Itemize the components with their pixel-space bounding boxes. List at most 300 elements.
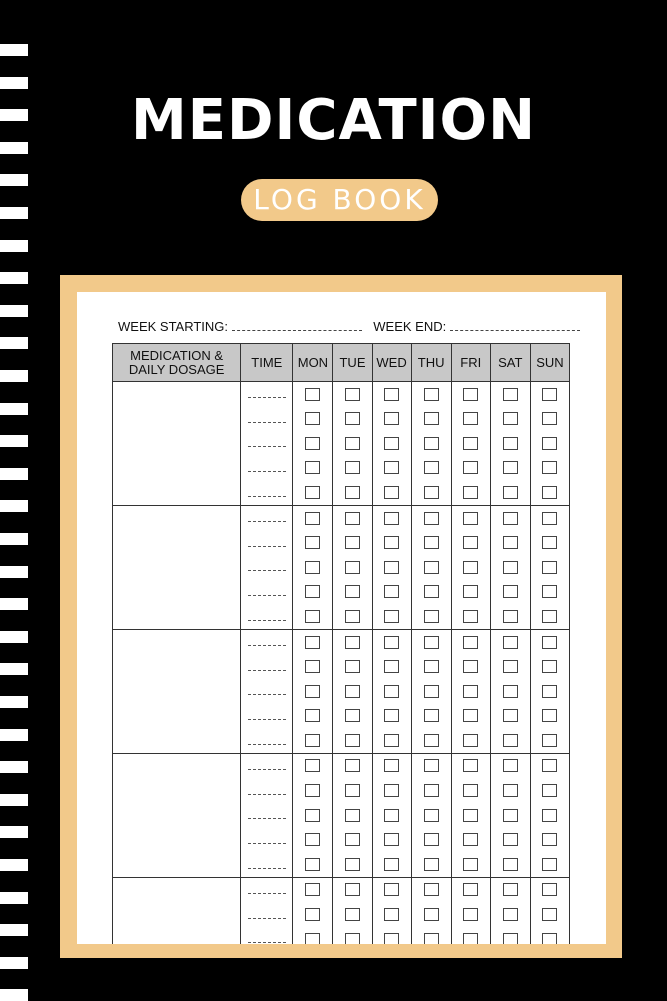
day-cell-mon	[293, 407, 333, 432]
cover-title: MEDICATION	[131, 88, 536, 153]
medication-dosage-cell[interactable]	[113, 629, 241, 753]
dose-checkbox[interactable]	[463, 561, 478, 574]
day-cell-wed	[372, 580, 411, 605]
week-end-field[interactable]	[450, 319, 580, 331]
day-cell-sun	[530, 580, 569, 605]
day-cell-tue	[333, 505, 372, 530]
day-cell-sun	[530, 728, 569, 753]
day-cell-wed	[372, 407, 411, 432]
dose-checkbox[interactable]	[503, 610, 518, 623]
dose-checkbox[interactable]	[542, 561, 557, 574]
day-cell-sat	[490, 803, 530, 828]
day-cell-mon	[293, 902, 333, 927]
dose-checkbox[interactable]	[305, 610, 320, 623]
dose-checkbox[interactable]	[424, 660, 439, 673]
dose-checkbox[interactable]	[503, 883, 518, 896]
day-cell-sat	[490, 655, 530, 680]
time-cell[interactable]	[241, 655, 293, 680]
time-cell[interactable]	[241, 505, 293, 530]
dose-checkbox[interactable]	[345, 388, 360, 401]
dose-checkbox[interactable]	[384, 636, 399, 649]
dose-checkbox[interactable]	[384, 685, 399, 698]
dose-checkbox[interactable]	[463, 512, 478, 525]
dose-checkbox[interactable]	[542, 585, 557, 598]
day-cell-thu	[411, 431, 451, 456]
dose-checkbox[interactable]	[463, 486, 478, 499]
dose-checkbox[interactable]	[424, 908, 439, 921]
day-cell-wed	[372, 655, 411, 680]
day-cell-mon	[293, 629, 333, 654]
dose-checkbox[interactable]	[305, 833, 320, 846]
dose-checkbox[interactable]	[542, 933, 557, 944]
dose-checkbox[interactable]	[503, 734, 518, 747]
dose-checkbox[interactable]	[384, 561, 399, 574]
time-cell[interactable]	[241, 431, 293, 456]
day-cell-mon	[293, 803, 333, 828]
dose-checkbox[interactable]	[305, 412, 320, 425]
dose-checkbox[interactable]	[542, 512, 557, 525]
dose-checkbox[interactable]	[424, 536, 439, 549]
dose-checkbox[interactable]	[345, 412, 360, 425]
day-cell-tue	[333, 480, 372, 505]
day-cell-wed	[372, 779, 411, 804]
dose-checkbox[interactable]	[463, 734, 478, 747]
header-mon: MON	[293, 344, 333, 382]
dose-checkbox[interactable]	[463, 809, 478, 822]
time-cell[interactable]	[241, 927, 293, 944]
day-cell-fri	[451, 580, 490, 605]
dose-checkbox[interactable]	[542, 784, 557, 797]
dose-checkbox[interactable]	[463, 437, 478, 450]
day-cell-fri	[451, 779, 490, 804]
dose-checkbox[interactable]	[384, 833, 399, 846]
day-cell-mon	[293, 828, 333, 853]
dose-checkbox[interactable]	[345, 784, 360, 797]
dose-checkbox[interactable]	[384, 709, 399, 722]
dose-checkbox[interactable]	[305, 734, 320, 747]
time-cell[interactable]	[241, 779, 293, 804]
spiral-ring	[0, 761, 28, 773]
dose-checkbox[interactable]	[503, 809, 518, 822]
table-row	[113, 629, 570, 654]
dose-checkbox[interactable]	[305, 561, 320, 574]
dose-checkbox[interactable]	[384, 784, 399, 797]
dose-checkbox[interactable]	[345, 858, 360, 871]
dose-checkbox[interactable]	[542, 809, 557, 822]
day-cell-sat	[490, 679, 530, 704]
time-cell[interactable]	[241, 753, 293, 778]
dose-checkbox[interactable]	[542, 709, 557, 722]
time-cell[interactable]	[241, 604, 293, 629]
dose-checkbox[interactable]	[503, 561, 518, 574]
dose-checkbox[interactable]	[384, 809, 399, 822]
dose-checkbox[interactable]	[463, 685, 478, 698]
dose-checkbox[interactable]	[463, 784, 478, 797]
dose-checkbox[interactable]	[305, 536, 320, 549]
dose-checkbox[interactable]	[542, 536, 557, 549]
dose-checkbox[interactable]	[542, 636, 557, 649]
dose-checkbox[interactable]	[305, 759, 320, 772]
dose-checkbox[interactable]	[542, 759, 557, 772]
dose-checkbox[interactable]	[424, 933, 439, 944]
spiral-ring	[0, 957, 28, 969]
day-cell-sun	[530, 629, 569, 654]
dose-checkbox[interactable]	[424, 858, 439, 871]
dose-checkbox[interactable]	[503, 437, 518, 450]
dose-checkbox[interactable]	[345, 585, 360, 598]
day-cell-thu	[411, 505, 451, 530]
day-cell-fri	[451, 753, 490, 778]
day-cell-sun	[530, 505, 569, 530]
dose-checkbox[interactable]	[503, 486, 518, 499]
time-cell[interactable]	[241, 382, 293, 407]
day-cell-fri	[451, 852, 490, 877]
dose-checkbox[interactable]	[345, 660, 360, 673]
dose-checkbox[interactable]	[345, 486, 360, 499]
dose-checkbox[interactable]	[542, 461, 557, 474]
dose-checkbox[interactable]	[305, 512, 320, 525]
day-cell-fri	[451, 704, 490, 729]
time-cell[interactable]	[241, 679, 293, 704]
dose-checkbox[interactable]	[305, 883, 320, 896]
dose-checkbox[interactable]	[424, 883, 439, 896]
day-cell-sat	[490, 704, 530, 729]
dose-checkbox[interactable]	[463, 412, 478, 425]
dose-checkbox[interactable]	[384, 883, 399, 896]
dose-checkbox[interactable]	[384, 759, 399, 772]
dose-checkbox[interactable]	[424, 561, 439, 574]
day-cell-sun	[530, 555, 569, 580]
dose-checkbox[interactable]	[542, 412, 557, 425]
time-cell[interactable]	[241, 629, 293, 654]
day-cell-thu	[411, 407, 451, 432]
dose-checkbox[interactable]	[542, 437, 557, 450]
table-row	[113, 505, 570, 530]
dose-checkbox[interactable]	[424, 437, 439, 450]
day-cell-sat	[490, 828, 530, 853]
day-cell-wed	[372, 728, 411, 753]
time-blank-line	[248, 686, 286, 695]
day-cell-mon	[293, 877, 333, 902]
day-cell-sun	[530, 852, 569, 877]
day-cell-mon	[293, 505, 333, 530]
dose-checkbox[interactable]	[424, 610, 439, 623]
table-row	[113, 382, 570, 407]
dose-checkbox[interactable]	[503, 660, 518, 673]
spiral-ring	[0, 826, 28, 838]
dose-checkbox[interactable]	[345, 636, 360, 649]
day-cell-wed	[372, 828, 411, 853]
day-cell-tue	[333, 431, 372, 456]
dose-checkbox[interactable]	[345, 734, 360, 747]
dose-checkbox[interactable]	[345, 809, 360, 822]
dose-checkbox[interactable]	[503, 908, 518, 921]
dose-checkbox[interactable]	[305, 636, 320, 649]
time-blank-line	[248, 786, 286, 795]
day-cell-fri	[451, 604, 490, 629]
dose-checkbox[interactable]	[463, 536, 478, 549]
day-cell-thu	[411, 679, 451, 704]
day-cell-thu	[411, 902, 451, 927]
day-cell-sat	[490, 753, 530, 778]
dose-checkbox[interactable]	[345, 536, 360, 549]
dose-checkbox[interactable]	[384, 512, 399, 525]
header-thu: THU	[411, 344, 451, 382]
dose-checkbox[interactable]	[463, 585, 478, 598]
dose-checkbox[interactable]	[305, 486, 320, 499]
day-cell-tue	[333, 555, 372, 580]
time-cell[interactable]	[241, 803, 293, 828]
spiral-ring	[0, 337, 28, 349]
dose-checkbox[interactable]	[384, 908, 399, 921]
day-cell-sat	[490, 927, 530, 944]
day-cell-fri	[451, 407, 490, 432]
dose-checkbox[interactable]	[424, 636, 439, 649]
day-cell-wed	[372, 531, 411, 556]
spiral-ring	[0, 500, 28, 512]
time-blank-line	[248, 736, 286, 745]
day-cell-tue	[333, 902, 372, 927]
dose-checkbox[interactable]	[424, 388, 439, 401]
time-cell[interactable]	[241, 704, 293, 729]
dose-checkbox[interactable]	[463, 883, 478, 896]
day-cell-sun	[530, 655, 569, 680]
time-blank-line	[248, 637, 286, 646]
dose-checkbox[interactable]	[305, 660, 320, 673]
medication-dosage-cell[interactable]	[113, 505, 241, 629]
day-cell-sun	[530, 803, 569, 828]
dose-checkbox[interactable]	[384, 660, 399, 673]
dose-checkbox[interactable]	[503, 512, 518, 525]
day-cell-sun	[530, 704, 569, 729]
dose-checkbox[interactable]	[345, 437, 360, 450]
dose-checkbox[interactable]	[542, 486, 557, 499]
dose-checkbox[interactable]	[305, 388, 320, 401]
dose-checkbox[interactable]	[542, 833, 557, 846]
dose-checkbox[interactable]	[463, 388, 478, 401]
dose-checkbox[interactable]	[345, 883, 360, 896]
dose-checkbox[interactable]	[305, 461, 320, 474]
time-cell[interactable]	[241, 407, 293, 432]
spiral-ring	[0, 794, 28, 806]
dose-checkbox[interactable]	[503, 709, 518, 722]
day-cell-tue	[333, 604, 372, 629]
time-blank-line	[248, 860, 286, 869]
dose-checkbox[interactable]	[542, 908, 557, 921]
dose-checkbox[interactable]	[384, 610, 399, 623]
dose-checkbox[interactable]	[463, 933, 478, 944]
day-cell-tue	[333, 927, 372, 944]
day-cell-mon	[293, 431, 333, 456]
dose-checkbox[interactable]	[424, 809, 439, 822]
dose-checkbox[interactable]	[305, 908, 320, 921]
dose-checkbox[interactable]	[542, 858, 557, 871]
spiral-ring	[0, 989, 28, 1001]
week-starting-label: WEEK STARTING:	[118, 319, 229, 334]
time-cell[interactable]	[241, 555, 293, 580]
week-starting-field[interactable]	[232, 319, 362, 331]
day-cell-mon	[293, 753, 333, 778]
time-cell[interactable]	[241, 902, 293, 927]
dose-checkbox[interactable]	[384, 486, 399, 499]
dose-checkbox[interactable]	[345, 833, 360, 846]
dose-checkbox[interactable]	[384, 412, 399, 425]
day-cell-thu	[411, 927, 451, 944]
dose-checkbox[interactable]	[384, 437, 399, 450]
dose-checkbox[interactable]	[384, 536, 399, 549]
dose-checkbox[interactable]	[503, 585, 518, 598]
dose-checkbox[interactable]	[463, 660, 478, 673]
dose-checkbox[interactable]	[305, 709, 320, 722]
dose-checkbox[interactable]	[424, 784, 439, 797]
dose-checkbox[interactable]	[542, 685, 557, 698]
dose-checkbox[interactable]	[463, 709, 478, 722]
day-cell-mon	[293, 779, 333, 804]
time-blank-line	[248, 662, 286, 671]
dose-checkbox[interactable]	[424, 685, 439, 698]
dose-checkbox[interactable]	[305, 809, 320, 822]
dose-checkbox[interactable]	[424, 461, 439, 474]
time-cell[interactable]	[241, 828, 293, 853]
time-cell[interactable]	[241, 580, 293, 605]
day-cell-tue	[333, 407, 372, 432]
dose-checkbox[interactable]	[305, 585, 320, 598]
day-cell-fri	[451, 902, 490, 927]
day-cell-fri	[451, 877, 490, 902]
dose-checkbox[interactable]	[542, 883, 557, 896]
day-cell-thu	[411, 456, 451, 481]
day-cell-sun	[530, 779, 569, 804]
day-cell-mon	[293, 679, 333, 704]
day-cell-sun	[530, 431, 569, 456]
day-cell-fri	[451, 927, 490, 944]
dose-checkbox[interactable]	[384, 585, 399, 598]
dose-checkbox[interactable]	[384, 388, 399, 401]
dose-checkbox[interactable]	[503, 784, 518, 797]
dose-checkbox[interactable]	[463, 833, 478, 846]
dose-checkbox[interactable]	[503, 461, 518, 474]
time-cell[interactable]	[241, 728, 293, 753]
dose-checkbox[interactable]	[384, 461, 399, 474]
day-cell-wed	[372, 852, 411, 877]
dose-checkbox[interactable]	[424, 512, 439, 525]
dose-checkbox[interactable]	[305, 784, 320, 797]
dose-checkbox[interactable]	[463, 759, 478, 772]
day-cell-sat	[490, 604, 530, 629]
dose-checkbox[interactable]	[503, 536, 518, 549]
dose-checkbox[interactable]	[424, 833, 439, 846]
dose-checkbox[interactable]	[305, 933, 320, 944]
dose-checkbox[interactable]	[384, 734, 399, 747]
dose-checkbox[interactable]	[542, 388, 557, 401]
dose-checkbox[interactable]	[424, 412, 439, 425]
day-cell-sat	[490, 531, 530, 556]
dose-checkbox[interactable]	[424, 734, 439, 747]
dose-checkbox[interactable]	[345, 759, 360, 772]
day-cell-mon	[293, 480, 333, 505]
dose-checkbox[interactable]	[345, 933, 360, 944]
time-cell[interactable]	[241, 456, 293, 481]
day-cell-tue	[333, 382, 372, 407]
dose-checkbox[interactable]	[424, 709, 439, 722]
dose-checkbox[interactable]	[503, 685, 518, 698]
dose-checkbox[interactable]	[503, 388, 518, 401]
dose-checkbox[interactable]	[384, 858, 399, 871]
day-cell-fri	[451, 480, 490, 505]
dose-checkbox[interactable]	[542, 660, 557, 673]
dose-checkbox[interactable]	[305, 685, 320, 698]
time-cell[interactable]	[241, 531, 293, 556]
dose-checkbox[interactable]	[424, 585, 439, 598]
medication-dosage-cell[interactable]	[113, 877, 241, 944]
time-blank-line	[248, 513, 286, 522]
time-cell[interactable]	[241, 852, 293, 877]
dose-checkbox[interactable]	[503, 833, 518, 846]
dose-checkbox[interactable]	[305, 858, 320, 871]
dose-checkbox[interactable]	[463, 461, 478, 474]
dose-checkbox[interactable]	[384, 933, 399, 944]
dose-checkbox[interactable]	[424, 759, 439, 772]
day-cell-thu	[411, 655, 451, 680]
day-cell-sat	[490, 877, 530, 902]
day-cell-mon	[293, 852, 333, 877]
time-cell[interactable]	[241, 480, 293, 505]
dose-checkbox[interactable]	[503, 858, 518, 871]
spiral-ring	[0, 207, 28, 219]
spiral-ring	[0, 305, 28, 317]
spiral-ring	[0, 631, 28, 643]
dose-checkbox[interactable]	[503, 933, 518, 944]
day-cell-fri	[451, 679, 490, 704]
dose-checkbox[interactable]	[345, 610, 360, 623]
dose-checkbox[interactable]	[463, 858, 478, 871]
medication-dosage-cell[interactable]	[113, 382, 241, 506]
dose-checkbox[interactable]	[503, 759, 518, 772]
header-sun: SUN	[530, 344, 569, 382]
dose-checkbox[interactable]	[542, 734, 557, 747]
dose-checkbox[interactable]	[503, 412, 518, 425]
time-cell[interactable]	[241, 877, 293, 902]
dose-checkbox[interactable]	[463, 610, 478, 623]
day-cell-wed	[372, 679, 411, 704]
dose-checkbox[interactable]	[345, 685, 360, 698]
time-blank-line	[248, 562, 286, 571]
day-cell-mon	[293, 704, 333, 729]
time-blank-line	[248, 835, 286, 844]
dose-checkbox[interactable]	[345, 512, 360, 525]
dose-checkbox[interactable]	[424, 486, 439, 499]
time-blank-line	[248, 885, 286, 894]
medication-dosage-cell[interactable]	[113, 753, 241, 877]
dose-checkbox[interactable]	[503, 636, 518, 649]
day-cell-fri	[451, 456, 490, 481]
dose-checkbox[interactable]	[463, 908, 478, 921]
dose-checkbox[interactable]	[463, 636, 478, 649]
day-cell-sun	[530, 679, 569, 704]
dose-checkbox[interactable]	[345, 461, 360, 474]
time-blank-line	[248, 761, 286, 770]
dose-checkbox[interactable]	[542, 610, 557, 623]
dose-checkbox[interactable]	[345, 908, 360, 921]
day-cell-mon	[293, 382, 333, 407]
table-row	[113, 753, 570, 778]
day-cell-wed	[372, 629, 411, 654]
spiral-ring	[0, 272, 28, 284]
dose-checkbox[interactable]	[305, 437, 320, 450]
dose-checkbox[interactable]	[345, 709, 360, 722]
spiral-ring	[0, 729, 28, 741]
dose-checkbox[interactable]	[345, 561, 360, 574]
